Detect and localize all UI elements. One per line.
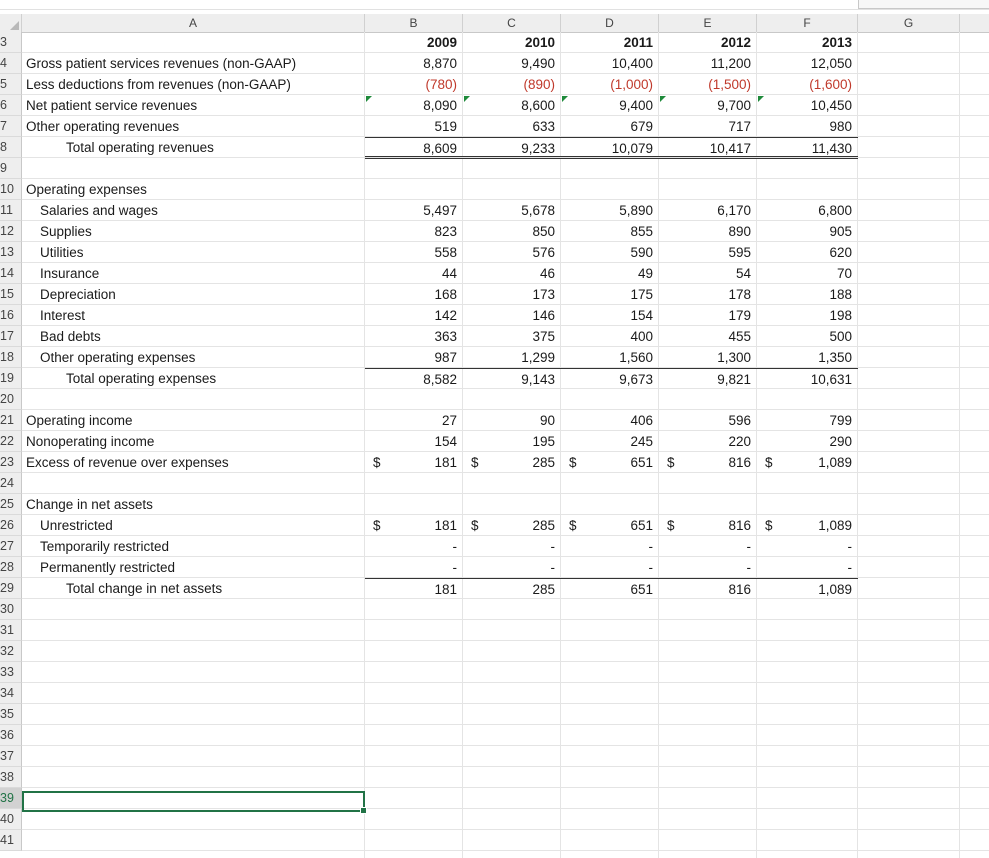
row-header[interactable]: 19 xyxy=(0,368,22,389)
row-header[interactable]: 32 xyxy=(0,641,22,662)
value-cell-d[interactable]: 2011 xyxy=(623,35,653,50)
value-cell-b[interactable]: 823 xyxy=(434,224,457,239)
row-header[interactable]: 10 xyxy=(0,179,22,200)
row-label[interactable]: Change in net assets xyxy=(26,497,153,512)
row-label[interactable]: Insurance xyxy=(40,266,100,281)
value-cell-d[interactable]: 9,673 xyxy=(561,368,659,389)
row-header[interactable]: 13 xyxy=(0,242,22,263)
value-cell-c[interactable]: 1,299 xyxy=(521,350,555,365)
value-cell-f[interactable]: 10,450 xyxy=(810,98,852,113)
row-label[interactable]: Operating expenses xyxy=(26,182,147,197)
value-cell-d[interactable]: 651 xyxy=(630,455,653,470)
value-cell-f[interactable]: 1,089 xyxy=(757,578,858,599)
value-cell-b[interactable]: 181 xyxy=(365,578,463,599)
gridline-col xyxy=(959,32,960,858)
value-cell-f[interactable]: 620 xyxy=(829,245,852,260)
row-label[interactable]: Net patient service revenues xyxy=(26,98,198,113)
value-cell-b[interactable]: - xyxy=(452,539,457,554)
value-cell-b[interactable]: (780) xyxy=(425,77,457,92)
row-header[interactable]: 27 xyxy=(0,536,22,557)
value-cell-b[interactable]: 558 xyxy=(434,245,457,260)
value-cell-e[interactable]: 6,170 xyxy=(717,203,751,218)
gridline-row xyxy=(22,703,989,704)
select-all-button[interactable] xyxy=(0,14,22,32)
value-cell-b[interactable]: 154 xyxy=(434,434,457,449)
currency-symbol: $ xyxy=(569,455,577,470)
value-cell-d[interactable]: 400 xyxy=(630,329,653,344)
row-header[interactable]: 34 xyxy=(0,683,22,704)
row-header[interactable]: 9 xyxy=(0,158,22,179)
row-label[interactable]: Interest xyxy=(40,308,86,323)
row-header[interactable]: 21 xyxy=(0,410,22,431)
value-cell-f[interactable]: 500 xyxy=(829,329,852,344)
gridline-row xyxy=(22,619,989,620)
row-label[interactable]: Utilities xyxy=(40,245,84,260)
value-cell-e[interactable]: 816 xyxy=(728,455,751,470)
gridline-row xyxy=(22,766,989,767)
value-cell-e[interactable]: 179 xyxy=(728,308,751,323)
row-header[interactable]: 30 xyxy=(0,599,22,620)
row-header[interactable]: 8 xyxy=(0,137,22,158)
currency-symbol: $ xyxy=(471,518,479,533)
value-cell-e[interactable]: 11,200 xyxy=(710,56,751,71)
row-header[interactable]: 33 xyxy=(0,662,22,683)
row-label[interactable]: Less deductions from revenues (non-GAAP) xyxy=(26,77,291,92)
value-cell-d[interactable]: 406 xyxy=(630,413,653,428)
row-header[interactable]: 26 xyxy=(0,515,22,536)
value-cell-c[interactable]: 195 xyxy=(532,434,555,449)
value-cell-c[interactable]: - xyxy=(550,539,555,554)
value-cell-e[interactable]: 816 xyxy=(728,518,751,533)
value-cell-f[interactable]: 905 xyxy=(829,224,852,239)
value-cell-d[interactable]: 245 xyxy=(630,434,653,449)
value-cell-b[interactable]: 8,609 xyxy=(365,137,463,159)
error-indicator-icon[interactable] xyxy=(464,96,470,102)
currency-symbol: $ xyxy=(373,518,381,533)
value-cell-d[interactable]: 154 xyxy=(630,308,653,323)
ribbon-edge xyxy=(0,0,989,14)
row-header[interactable]: 36 xyxy=(0,725,22,746)
row-header[interactable]: 37 xyxy=(0,746,22,767)
row-header[interactable]: 39 xyxy=(0,788,22,809)
value-cell-d[interactable]: 10,079 xyxy=(561,137,659,159)
column-header-c[interactable]: C xyxy=(463,14,561,32)
value-cell-b[interactable]: 8,090 xyxy=(423,98,457,113)
value-cell-e[interactable]: 9,700 xyxy=(717,98,751,113)
value-cell-e[interactable]: 1,300 xyxy=(717,350,751,365)
value-cell-e[interactable]: - xyxy=(746,560,751,575)
value-cell-d[interactable]: 651 xyxy=(561,578,659,599)
value-cell-d[interactable]: 855 xyxy=(630,224,653,239)
value-cell-e[interactable]: 54 xyxy=(735,266,751,281)
row-label[interactable]: Total operating expenses xyxy=(66,371,217,386)
value-cell-d[interactable]: (1,000) xyxy=(610,77,653,92)
row-label[interactable]: Nonoperating income xyxy=(26,434,155,449)
currency-symbol: $ xyxy=(765,518,773,533)
error-indicator-icon[interactable] xyxy=(562,96,568,102)
value-cell-d[interactable]: 175 xyxy=(630,287,653,302)
value-cell-f[interactable]: 290 xyxy=(829,434,852,449)
column-header-bar xyxy=(0,14,989,33)
value-cell-b[interactable]: 142 xyxy=(434,308,457,323)
row-header[interactable]: 23 xyxy=(0,452,22,473)
value-cell-c[interactable]: 2010 xyxy=(524,35,555,50)
row-header[interactable]: 28 xyxy=(0,557,22,578)
value-cell-c[interactable]: 90 xyxy=(539,413,555,428)
gridline-row xyxy=(22,745,989,746)
value-cell-b[interactable]: 27 xyxy=(441,413,457,428)
value-cell-e[interactable]: 2012 xyxy=(720,35,751,50)
value-cell-b[interactable]: 8,582 xyxy=(365,368,463,389)
column-header-d[interactable]: D xyxy=(561,14,659,32)
value-cell-f[interactable]: - xyxy=(847,539,852,554)
row-label[interactable]: Salaries and wages xyxy=(40,203,158,218)
value-cell-b[interactable]: 181 xyxy=(434,455,457,470)
value-cell-c[interactable]: 9,143 xyxy=(463,368,561,389)
value-cell-c[interactable]: 285 xyxy=(463,578,561,599)
row-header[interactable]: 20 xyxy=(0,389,22,410)
currency-symbol: $ xyxy=(765,455,773,470)
value-cell-b[interactable]: 181 xyxy=(434,518,457,533)
ribbon-divider xyxy=(0,9,989,10)
row-header[interactable]: 25 xyxy=(0,494,22,515)
value-cell-e[interactable]: 220 xyxy=(728,434,751,449)
currency-symbol: $ xyxy=(471,455,479,470)
value-cell-e[interactable]: 890 xyxy=(728,224,751,239)
row-header[interactable]: 3 xyxy=(0,32,22,53)
column-header-b[interactable]: B xyxy=(365,14,463,32)
row-header[interactable]: 15 xyxy=(0,284,22,305)
value-cell-c[interactable]: 46 xyxy=(539,266,555,281)
currency-symbol: $ xyxy=(569,518,577,533)
value-cell-e[interactable]: 455 xyxy=(728,329,751,344)
value-cell-f[interactable]: 70 xyxy=(836,266,852,281)
value-cell-d[interactable]: - xyxy=(648,560,653,575)
value-cell-f[interactable]: 6,800 xyxy=(818,203,852,218)
row-header[interactable]: 22 xyxy=(0,431,22,452)
row-label[interactable]: Bad debts xyxy=(40,329,101,344)
currency-symbol: $ xyxy=(373,455,381,470)
value-cell-e[interactable]: 717 xyxy=(728,119,751,134)
value-cell-d[interactable]: 590 xyxy=(630,245,653,260)
value-cell-c[interactable]: 576 xyxy=(532,245,555,260)
value-cell-b[interactable]: 168 xyxy=(434,287,457,302)
value-cell-e[interactable]: 178 xyxy=(728,287,751,302)
gridline-row xyxy=(22,493,989,494)
value-cell-c[interactable]: - xyxy=(550,560,555,575)
value-cell-f[interactable]: 980 xyxy=(829,119,852,134)
row-header[interactable]: 11 xyxy=(0,200,22,221)
value-cell-c[interactable]: 8,600 xyxy=(521,98,555,113)
gridline-row xyxy=(22,724,989,725)
value-cell-d[interactable]: 5,890 xyxy=(619,203,653,218)
value-cell-c[interactable]: 850 xyxy=(532,224,555,239)
error-indicator-icon[interactable] xyxy=(366,96,372,102)
row-label[interactable]: Gross patient services revenues (non-GAAP) xyxy=(26,56,297,71)
row-label[interactable]: Permanently restricted xyxy=(40,560,176,575)
row-label[interactable]: Other operating expenses xyxy=(40,350,196,365)
row-header[interactable]: 14 xyxy=(0,263,22,284)
value-cell-e[interactable]: 595 xyxy=(728,245,751,260)
row-header[interactable]: 24 xyxy=(0,473,22,494)
value-cell-f[interactable]: (1,600) xyxy=(809,77,852,92)
value-cell-c[interactable]: 285 xyxy=(532,518,555,533)
value-cell-c[interactable]: 285 xyxy=(532,455,555,470)
row-header[interactable]: 29 xyxy=(0,578,22,599)
value-cell-e[interactable]: (1,500) xyxy=(708,77,751,92)
row-label[interactable]: Unrestricted xyxy=(40,518,113,533)
value-cell-f[interactable]: - xyxy=(847,560,852,575)
row-header[interactable]: 5 xyxy=(0,74,22,95)
value-cell-e[interactable]: 9,821 xyxy=(659,368,757,389)
value-cell-b[interactable]: 987 xyxy=(434,350,457,365)
value-cell-d[interactable]: - xyxy=(648,539,653,554)
active-cell-selection[interactable] xyxy=(22,791,365,812)
value-cell-c[interactable]: 9,233 xyxy=(463,137,561,159)
value-cell-f[interactable]: 1,350 xyxy=(818,350,852,365)
row-label[interactable]: Supplies xyxy=(40,224,92,239)
spreadsheet-grid[interactable] xyxy=(0,14,989,858)
value-cell-b[interactable]: 363 xyxy=(434,329,457,344)
fill-handle[interactable] xyxy=(360,807,367,814)
formula-bar-edge xyxy=(858,0,989,9)
gridline-row xyxy=(22,682,989,683)
gridline-row xyxy=(22,787,989,788)
value-cell-b[interactable]: 8,870 xyxy=(423,56,457,71)
value-cell-c[interactable]: 146 xyxy=(532,308,555,323)
value-cell-f[interactable]: 188 xyxy=(829,287,852,302)
gridline-row xyxy=(22,178,989,179)
row-label[interactable]: Depreciation xyxy=(40,287,116,302)
currency-symbol: $ xyxy=(667,455,675,470)
value-cell-d[interactable]: 1,560 xyxy=(619,350,653,365)
value-cell-d[interactable]: 679 xyxy=(630,119,653,134)
row-header[interactable]: 40 xyxy=(0,809,22,830)
row-header[interactable]: 16 xyxy=(0,305,22,326)
value-cell-d[interactable]: 651 xyxy=(630,518,653,533)
value-cell-f[interactable]: 1,089 xyxy=(818,518,852,533)
row-label[interactable]: Total change in net assets xyxy=(66,581,223,596)
gridline-row xyxy=(22,640,989,641)
value-cell-c[interactable]: (890) xyxy=(523,77,555,92)
row-header[interactable]: 4 xyxy=(0,53,22,74)
row-header[interactable]: 12 xyxy=(0,221,22,242)
row-label[interactable]: Total operating revenues xyxy=(66,140,214,155)
error-indicator-icon[interactable] xyxy=(758,96,764,102)
value-cell-f[interactable]: 2013 xyxy=(821,35,852,50)
select-all-icon xyxy=(10,21,19,30)
error-indicator-icon[interactable] xyxy=(660,96,666,102)
column-header-e[interactable]: E xyxy=(659,14,757,32)
value-cell-e[interactable]: - xyxy=(746,539,751,554)
value-cell-d[interactable]: 10,400 xyxy=(611,56,653,71)
row-header[interactable]: 38 xyxy=(0,767,22,788)
value-cell-f[interactable]: 799 xyxy=(829,413,852,428)
value-cell-d[interactable]: 9,400 xyxy=(619,98,653,113)
value-cell-c[interactable]: 9,490 xyxy=(521,56,555,71)
column-header-g[interactable]: G xyxy=(858,14,960,32)
row-header[interactable]: 35 xyxy=(0,704,22,725)
value-cell-f[interactable]: 11,430 xyxy=(757,137,858,159)
value-cell-e[interactable]: 596 xyxy=(728,413,751,428)
value-cell-b[interactable]: 2009 xyxy=(426,35,457,50)
value-cell-d[interactable]: 49 xyxy=(637,266,653,281)
gridline-row xyxy=(22,850,989,851)
value-cell-f[interactable]: 12,050 xyxy=(810,56,852,71)
row-header[interactable]: 17 xyxy=(0,326,22,347)
value-cell-c[interactable]: 173 xyxy=(532,287,555,302)
value-cell-f[interactable]: 10,631 xyxy=(757,368,858,389)
value-cell-e[interactable]: 10,417 xyxy=(659,137,757,159)
value-cell-b[interactable]: 44 xyxy=(441,266,457,281)
row-header[interactable]: 41 xyxy=(0,830,22,851)
column-header-a[interactable]: A xyxy=(22,14,365,32)
gridline-row xyxy=(22,661,989,662)
value-cell-c[interactable]: 375 xyxy=(532,329,555,344)
value-cell-b[interactable]: - xyxy=(452,560,457,575)
value-cell-b[interactable]: 519 xyxy=(434,119,457,134)
value-cell-b[interactable]: 5,497 xyxy=(423,203,457,218)
row-label[interactable]: Excess of revenue over expenses xyxy=(26,455,229,470)
row-label[interactable]: Temporarily restricted xyxy=(40,539,170,554)
gridline-row xyxy=(22,829,989,830)
column-header-f[interactable]: F xyxy=(757,14,858,32)
row-header[interactable]: 7 xyxy=(0,116,22,137)
row-header[interactable]: 31 xyxy=(0,620,22,641)
row-label[interactable]: Other operating revenues xyxy=(26,119,180,134)
currency-symbol: $ xyxy=(667,518,675,533)
value-cell-e[interactable]: 816 xyxy=(659,578,757,599)
value-cell-c[interactable]: 5,678 xyxy=(521,203,555,218)
value-cell-f[interactable]: 198 xyxy=(829,308,852,323)
row-header[interactable]: 6 xyxy=(0,95,22,116)
value-cell-f[interactable]: 1,089 xyxy=(818,455,852,470)
row-label[interactable]: Operating income xyxy=(26,413,133,428)
value-cell-c[interactable]: 633 xyxy=(532,119,555,134)
row-header[interactable]: 18 xyxy=(0,347,22,368)
